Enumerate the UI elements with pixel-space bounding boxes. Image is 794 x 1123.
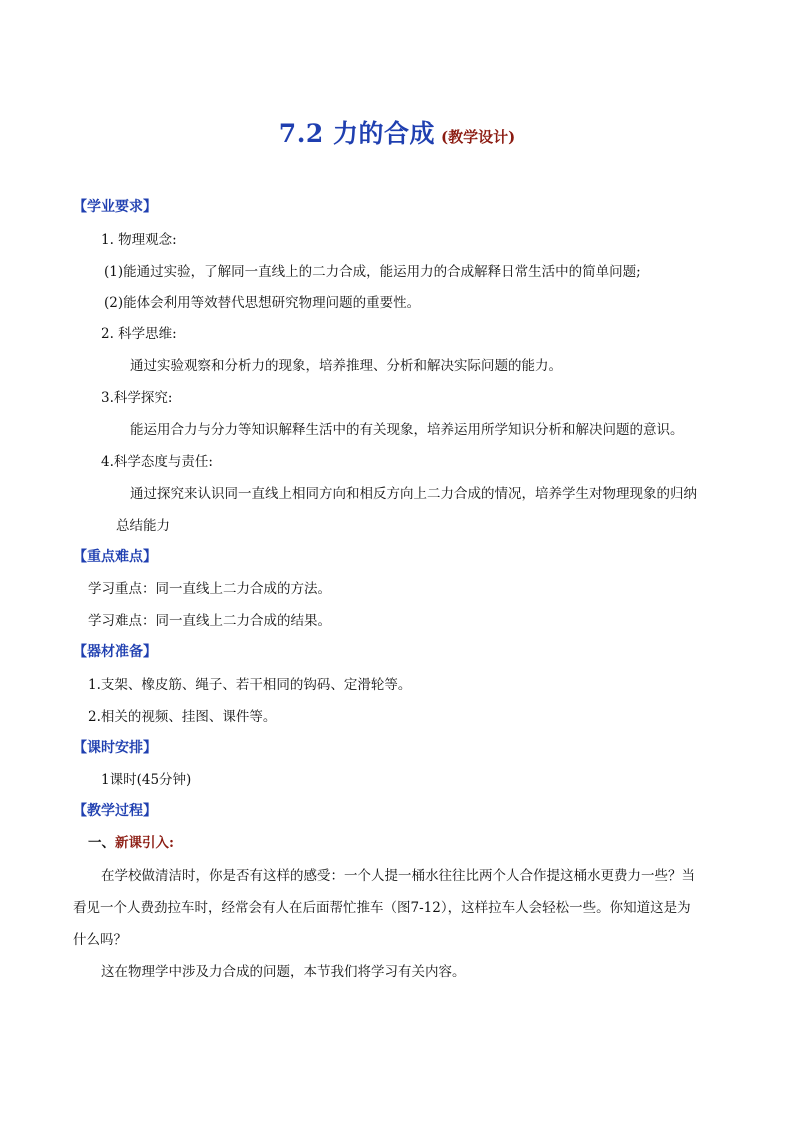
requirement-item-2-text: 通过实验观察和分析力的现象，培养推理、分析和解决实际问题的能力。	[130, 358, 562, 374]
materials-item-1: 1.支架、橡皮筋、绳子、若干相同的钩码、定滑轮等。	[88, 677, 412, 693]
key-point-difficulty: 学习难点：同一直线上二力合成的结果。	[88, 613, 331, 629]
requirement-item-1a: (1)能通过实验，了解同一直线上的二力合成，能运用力的合成解释日常生活中的简单问题;	[104, 264, 641, 280]
schedule-text: 1课时(45分钟)	[101, 772, 192, 788]
process-paragraph-2: 这在物理学中涉及力合成的问题，本节我们将学习有关内容。	[101, 964, 466, 980]
title-main: 7.2 力的合成	[278, 119, 435, 148]
page-title	[0, 114, 794, 150]
requirement-item-3: 3.科学探究:	[101, 390, 173, 406]
requirement-item-1: 1. 物理观念:	[101, 232, 177, 248]
key-point-focus: 学习重点：同一直线上二力合成的方法。	[88, 581, 331, 597]
section-heading-key-points: 【重点难点】	[73, 549, 157, 565]
requirement-item-4-text-line2: 总结能力	[116, 518, 170, 534]
section-heading-materials: 【器材准备】	[73, 644, 157, 660]
requirement-item-4-text-line1: 通过探究来认识同一直线上相同方向和相反方向上二力合成的情况，培养学生对物理现象的归纳	[130, 486, 697, 502]
process-step-1-number: 一、	[88, 835, 115, 851]
process-paragraph-1-line3: 什么吗？	[73, 932, 127, 948]
requirement-item-2: 2. 科学思维:	[101, 326, 177, 342]
requirement-item-1b: (2)能体会利用等效替代思想研究物理问题的重要性。	[104, 295, 421, 311]
process-step-1-heading	[88, 833, 174, 853]
section-heading-process: 【教学过程】	[73, 803, 157, 819]
materials-item-2: 2.相关的视频、挂图、课件等。	[88, 709, 277, 725]
process-step-1-label: 新课引入:	[115, 835, 174, 851]
title-subtitle: (教学设计)	[441, 128, 516, 146]
process-paragraph-1-line1: 在学校做清洁时，你是否有这样的感受：一个人提一桶水往往比两个人合作提这桶水更费力一些？当	[101, 868, 695, 884]
process-paragraph-1-line2: 看见一个人费劲拉车时，经常会有人在后面帮忙推车（图7-12），这样拉车人会轻松一些。你知道这是为	[73, 900, 691, 916]
requirement-item-3-text: 能运用合力与分力等知识解释生活中的有关现象，培养运用所学知识分析和解决问题的意识。	[130, 422, 684, 438]
section-heading-requirements: 【学业要求】	[73, 199, 157, 215]
section-heading-schedule: 【课时安排】	[73, 740, 157, 756]
requirement-item-4: 4.科学态度与责任:	[101, 454, 213, 470]
